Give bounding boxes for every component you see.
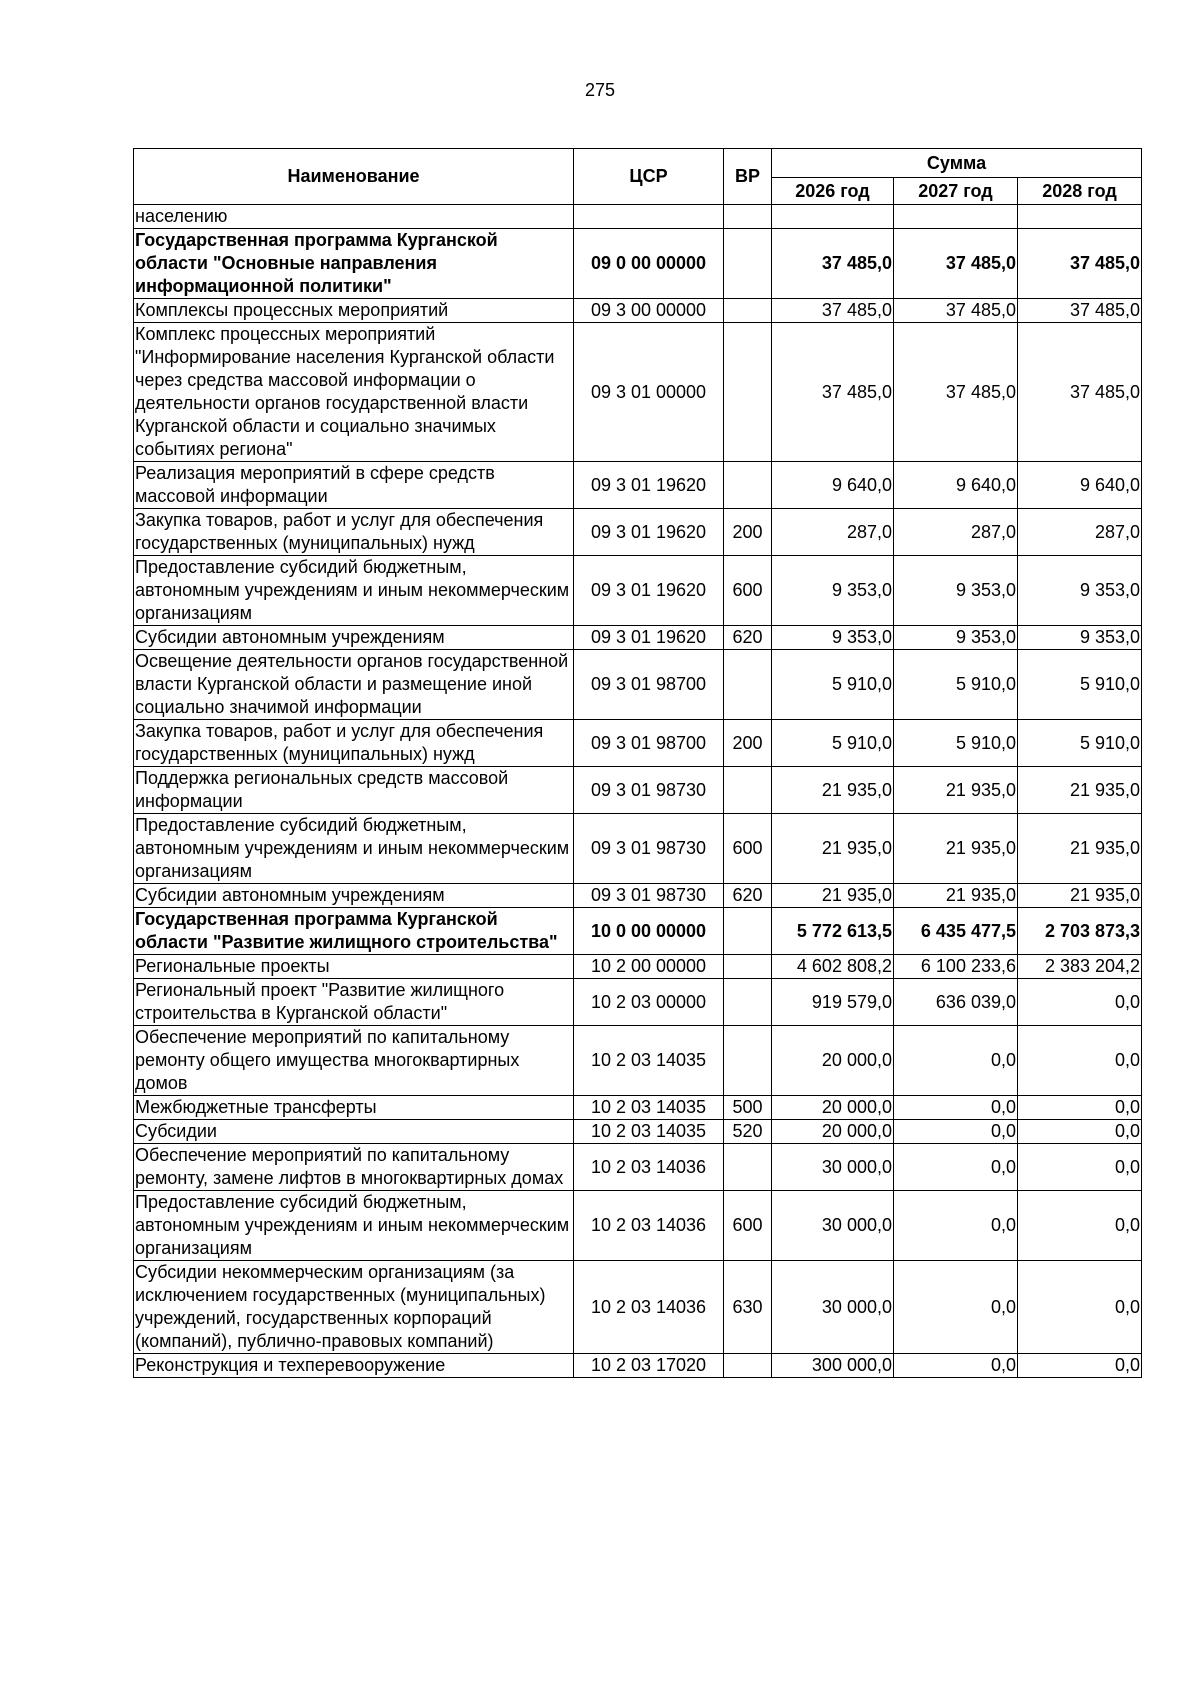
row-csr: 09 3 01 98730 [574, 884, 724, 908]
row-csr: 09 3 01 19620 [574, 626, 724, 650]
row-vr [724, 767, 772, 814]
row-amount-2026: 30 000,0 [772, 1261, 894, 1354]
row-amount-2027: 21 935,0 [894, 767, 1018, 814]
table-row [134, 229, 1142, 299]
row-amount-2027: 0,0 [894, 1261, 1018, 1354]
row-csr: 10 2 03 14035 [574, 1026, 724, 1096]
row-name: Закупка товаров, работ и услуг для обеспечения государственных (муниципальных) нужд [134, 509, 574, 556]
row-amount-2028: 0,0 [1018, 1144, 1142, 1191]
row-csr: 10 2 03 00000 [574, 979, 724, 1026]
row-amount-2028 [1018, 205, 1142, 229]
row-vr: 620 [724, 626, 772, 650]
row-csr: 10 2 03 14036 [574, 1144, 724, 1191]
header-vr: ВР [724, 149, 772, 205]
table-row [134, 767, 1142, 814]
row-amount-2026 [772, 205, 894, 229]
row-amount-2027 [894, 205, 1018, 229]
row-amount-2026: 5 910,0 [772, 650, 894, 720]
table-row [134, 205, 1142, 229]
header-year-2028: 2028 год [1018, 178, 1142, 205]
row-name: Региональный проект "Развитие жилищного строительства в Курганской области" [134, 979, 574, 1026]
budget-table [133, 148, 1142, 1378]
row-name: Комплексы процессных мероприятий [134, 299, 574, 323]
row-csr: 10 2 03 14036 [574, 1261, 724, 1354]
row-amount-2027: 0,0 [894, 1144, 1018, 1191]
row-amount-2027: 9 353,0 [894, 556, 1018, 626]
row-name: Субсидии автономным учреждениям [134, 626, 574, 650]
row-csr: 09 3 01 98730 [574, 814, 724, 884]
row-name: Реализация мероприятий в сфере средств массовой информации [134, 462, 574, 509]
row-amount-2027: 0,0 [894, 1096, 1018, 1120]
row-amount-2028: 0,0 [1018, 1191, 1142, 1261]
row-vr [724, 323, 772, 462]
header-name: Наименование [134, 149, 574, 205]
row-amount-2028: 21 935,0 [1018, 884, 1142, 908]
row-amount-2027: 0,0 [894, 1191, 1018, 1261]
row-amount-2028: 0,0 [1018, 1096, 1142, 1120]
row-amount-2026: 300 000,0 [772, 1354, 894, 1378]
row-name: Предоставление субсидий бюджетным, автономным учреждениям и иным некоммерческим организациям [134, 814, 574, 884]
row-name: Закупка товаров, работ и услуг для обеспечения государственных (муниципальных) нужд [134, 720, 574, 767]
row-name: Государственная программа Курганской области "Основные направления информационной политики" [134, 229, 574, 299]
row-amount-2026: 21 935,0 [772, 814, 894, 884]
row-csr: 09 3 00 00000 [574, 299, 724, 323]
row-csr: 09 3 01 00000 [574, 323, 724, 462]
table-row [134, 556, 1142, 626]
row-amount-2028: 37 485,0 [1018, 299, 1142, 323]
row-name: Поддержка региональных средств массовой информации [134, 767, 574, 814]
row-amount-2026: 20 000,0 [772, 1026, 894, 1096]
row-amount-2027: 37 485,0 [894, 299, 1018, 323]
table-row [134, 1191, 1142, 1261]
table-row [134, 1354, 1142, 1378]
table-row [134, 509, 1142, 556]
row-csr: 10 2 03 17020 [574, 1354, 724, 1378]
row-csr: 09 3 01 98730 [574, 767, 724, 814]
row-name: Субсидии [134, 1120, 574, 1144]
row-amount-2026: 287,0 [772, 509, 894, 556]
row-csr: 10 2 03 14035 [574, 1096, 724, 1120]
row-vr [724, 229, 772, 299]
header-year-2027: 2027 год [894, 178, 1018, 205]
row-amount-2027: 636 039,0 [894, 979, 1018, 1026]
row-name: Субсидии некоммерческим организациям (за исключением государственных (муниципальных) учреждений, государственных корпораций (компаний), публично-правовых компаний) [134, 1261, 574, 1354]
table-header [134, 149, 1142, 205]
table-row [134, 1261, 1142, 1354]
row-amount-2028: 5 910,0 [1018, 720, 1142, 767]
header-sum: Сумма [772, 149, 1142, 178]
row-csr: 09 3 01 98700 [574, 720, 724, 767]
row-name: Межбюджетные трансферты [134, 1096, 574, 1120]
row-amount-2026: 5 772 613,5 [772, 908, 894, 955]
row-csr: 10 0 00 00000 [574, 908, 724, 955]
row-vr [724, 299, 772, 323]
table-body [134, 205, 1142, 1378]
row-csr: 09 3 01 19620 [574, 509, 724, 556]
table-row [134, 462, 1142, 509]
row-amount-2026: 30 000,0 [772, 1144, 894, 1191]
table-row [134, 720, 1142, 767]
row-amount-2027: 9 353,0 [894, 626, 1018, 650]
row-name: Обеспечение мероприятий по капитальному ремонту общего имущества многоквартирных домов [134, 1026, 574, 1096]
row-amount-2028: 0,0 [1018, 1120, 1142, 1144]
row-amount-2028: 2 383 204,2 [1018, 955, 1142, 979]
row-amount-2027: 37 485,0 [894, 323, 1018, 462]
row-vr [724, 1354, 772, 1378]
row-csr [574, 205, 724, 229]
row-amount-2026: 21 935,0 [772, 767, 894, 814]
table-row [134, 884, 1142, 908]
row-name: Региональные проекты [134, 955, 574, 979]
table-row [134, 1144, 1142, 1191]
header-year-2026: 2026 год [772, 178, 894, 205]
table-row [134, 1026, 1142, 1096]
row-amount-2027: 0,0 [894, 1120, 1018, 1144]
table-row [134, 908, 1142, 955]
row-amount-2026: 4 602 808,2 [772, 955, 894, 979]
row-vr [724, 1026, 772, 1096]
row-amount-2028: 9 640,0 [1018, 462, 1142, 509]
table-row [134, 626, 1142, 650]
row-name: Предоставление субсидий бюджетным, автономным учреждениям и иным некоммерческим организациям [134, 1191, 574, 1261]
row-name: Освещение деятельности органов государственной власти Курганской области и размещение иной социально значимой информации [134, 650, 574, 720]
table-row [134, 323, 1142, 462]
row-amount-2027: 0,0 [894, 1026, 1018, 1096]
row-name: Комплекс процессных мероприятий "Информирование населения Курганской области через средства массовой информации о деятельности органов государственной власти Курганской области и социально значимых событиях региона" [134, 323, 574, 462]
row-amount-2026: 30 000,0 [772, 1191, 894, 1261]
row-amount-2028: 2 703 873,3 [1018, 908, 1142, 955]
page-number: 275 [584, 80, 616, 100]
row-amount-2028: 0,0 [1018, 1354, 1142, 1378]
table-row [134, 814, 1142, 884]
row-amount-2028: 9 353,0 [1018, 626, 1142, 650]
row-name: Предоставление субсидий бюджетным, автономным учреждениям и иным некоммерческим организациям [134, 556, 574, 626]
row-vr: 200 [724, 720, 772, 767]
row-csr: 09 3 01 19620 [574, 462, 724, 509]
row-amount-2028: 37 485,0 [1018, 229, 1142, 299]
row-amount-2026: 5 910,0 [772, 720, 894, 767]
row-amount-2026: 21 935,0 [772, 884, 894, 908]
row-csr: 09 3 01 98700 [574, 650, 724, 720]
table-row [134, 955, 1142, 979]
row-amount-2026: 919 579,0 [772, 979, 894, 1026]
row-amount-2026: 37 485,0 [772, 323, 894, 462]
row-csr: 10 2 03 14036 [574, 1191, 724, 1261]
row-vr: 200 [724, 509, 772, 556]
row-name: Государственная программа Курганской области "Развитие жилищного строительства" [134, 908, 574, 955]
row-vr: 600 [724, 1191, 772, 1261]
row-vr: 520 [724, 1120, 772, 1144]
table-row [134, 299, 1142, 323]
row-amount-2028: 0,0 [1018, 1261, 1142, 1354]
row-vr [724, 908, 772, 955]
table-row [134, 1096, 1142, 1120]
row-amount-2027: 37 485,0 [894, 229, 1018, 299]
row-amount-2027: 6 100 233,6 [894, 955, 1018, 979]
row-csr: 09 0 00 00000 [574, 229, 724, 299]
row-amount-2026: 9 353,0 [772, 556, 894, 626]
row-amount-2027: 5 910,0 [894, 650, 1018, 720]
row-amount-2027: 21 935,0 [894, 814, 1018, 884]
row-amount-2028: 37 485,0 [1018, 323, 1142, 462]
row-amount-2026: 20 000,0 [772, 1096, 894, 1120]
row-vr [724, 979, 772, 1026]
row-csr: 10 2 00 00000 [574, 955, 724, 979]
row-amount-2028: 0,0 [1018, 1026, 1142, 1096]
row-amount-2026: 37 485,0 [772, 299, 894, 323]
row-amount-2028: 0,0 [1018, 979, 1142, 1026]
row-vr: 500 [724, 1096, 772, 1120]
row-vr [724, 955, 772, 979]
row-name: населению [134, 205, 574, 229]
table-row [134, 979, 1142, 1026]
row-amount-2026: 37 485,0 [772, 229, 894, 299]
row-amount-2027: 9 640,0 [894, 462, 1018, 509]
row-amount-2026: 9 640,0 [772, 462, 894, 509]
row-amount-2027: 287,0 [894, 509, 1018, 556]
row-csr: 10 2 03 14035 [574, 1120, 724, 1144]
row-amount-2027: 6 435 477,5 [894, 908, 1018, 955]
row-amount-2028: 9 353,0 [1018, 556, 1142, 626]
header-csr: ЦСР [574, 149, 724, 205]
table-row [134, 650, 1142, 720]
row-csr: 09 3 01 19620 [574, 556, 724, 626]
row-vr [724, 650, 772, 720]
row-vr: 620 [724, 884, 772, 908]
row-name: Обеспечение мероприятий по капитальному ремонту, замене лифтов в многоквартирных домах [134, 1144, 574, 1191]
row-vr [724, 1144, 772, 1191]
row-amount-2028: 287,0 [1018, 509, 1142, 556]
row-amount-2026: 20 000,0 [772, 1120, 894, 1144]
row-amount-2028: 21 935,0 [1018, 814, 1142, 884]
row-name: Субсидии автономным учреждениям [134, 884, 574, 908]
row-vr: 600 [724, 814, 772, 884]
row-vr: 630 [724, 1261, 772, 1354]
row-amount-2028: 21 935,0 [1018, 767, 1142, 814]
row-amount-2027: 5 910,0 [894, 720, 1018, 767]
row-amount-2028: 5 910,0 [1018, 650, 1142, 720]
row-amount-2026: 9 353,0 [772, 626, 894, 650]
row-amount-2027: 21 935,0 [894, 884, 1018, 908]
row-vr [724, 462, 772, 509]
row-vr [724, 205, 772, 229]
row-vr: 600 [724, 556, 772, 626]
row-name: Реконструкция и техперевооружение [134, 1354, 574, 1378]
row-amount-2027: 0,0 [894, 1354, 1018, 1378]
table-row [134, 1120, 1142, 1144]
